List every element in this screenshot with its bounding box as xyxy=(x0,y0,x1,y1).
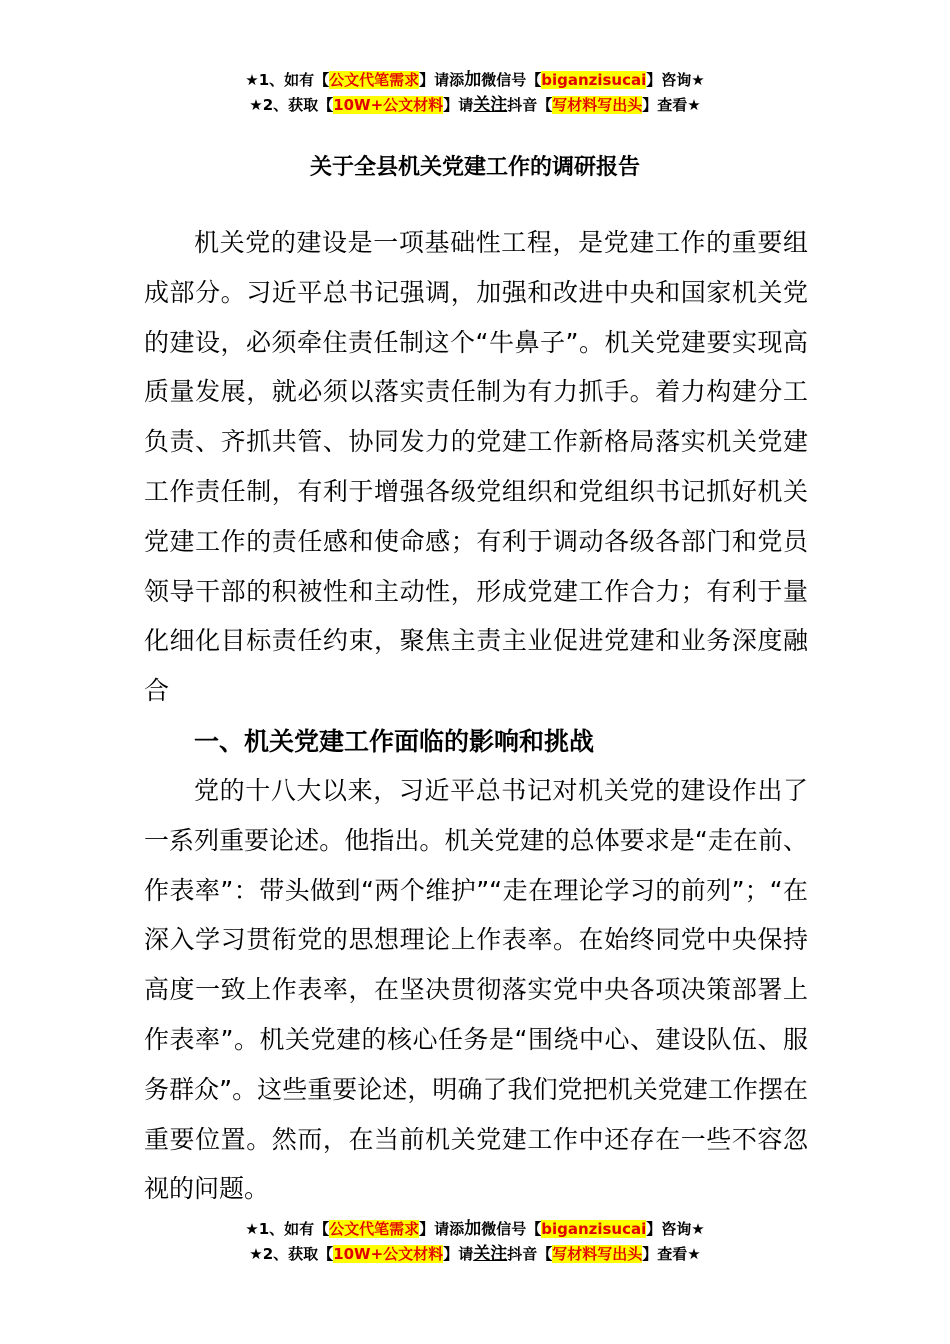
document-title: 关于全县机关党建工作的调研报告 xyxy=(309,155,640,180)
paragraph-section-1: 党的十八大以来，习近平总书记对机关党的建设作出了一系列重要论述。他指出。机关党建的总体要求是“走在前、作表率”：带头做到“两个维护”“走在理论学习的前列”；“在深入学习贯衔党的思想理论上作表率。在始终同党中央保持高度一致上作表率，在坚决贯彻落实党中央各项决策部署上作表率”。机关党建的核心任务是“围绕中心、建设队伍、服务群众”。这些重要论述，明确了我们党把机关党建工作摆在重要位置。然而，在当前机关党建工作中还存在一些不容忽视的问题。 xyxy=(144,776,808,1204)
banner-highlight-wechat-id: biganzisucai xyxy=(541,1220,647,1238)
banner-highlight: 10W+公文材料 xyxy=(333,96,444,114)
banner-line-2 xyxy=(0,1242,950,1267)
banner-text: 加 xyxy=(464,1219,482,1239)
banner-text: 】请 xyxy=(443,96,474,114)
banner-highlight: 10W+公文材料 xyxy=(333,1245,444,1263)
banner-text: ★2、获取【 xyxy=(249,1245,334,1263)
banner-text: 】请添 xyxy=(419,1220,465,1238)
banner-text: 关注 xyxy=(473,95,508,115)
bottom-banner xyxy=(0,1217,950,1267)
section-heading-1: 一、机关党建工作面临的影响和挑战 xyxy=(194,727,595,756)
banner-text: 微信号【 xyxy=(481,71,542,89)
banner-text: 抖音【 xyxy=(507,1245,553,1263)
banner-line-1 xyxy=(0,1217,950,1242)
banner-highlight-wechat-id: biganzisucai xyxy=(541,71,647,89)
banner-highlight-douyin: 写材料写出头 xyxy=(552,1245,643,1263)
banner-text: 抖音【 xyxy=(507,96,553,114)
banner-text: 】请 xyxy=(443,1245,474,1263)
paragraph-intro: 机关党的建设是一项基础性工程，是党建工作的重要组成部分。习近平总书记强调，加强和改进中央和国家机关党的建设，必须牵住责任制这个“牛鼻子”。机关党建要实现高质量发展，就必须以落实责任制为有力抓手。着力构建分工负责、齐抓共管、协同发力的党建工作新格局落实机关党建工作责任制，有利于增强各级党组织和党组织书记抓好机关党建工作的责任感和使命感；有利于调动各级各部门和党员领导干部的积被性和主动性，形成党建工作合力；有利于量化细化目标责任约束，聚焦主责主业促进党建和业务深度融合 xyxy=(144,228,808,706)
banner-text: 】查看★ xyxy=(642,96,701,114)
banner-line-1 xyxy=(0,68,950,93)
banner-highlight: 公文代笔需求 xyxy=(329,1220,420,1238)
banner-highlight-douyin: 写材料写出头 xyxy=(552,96,643,114)
banner-text: 】咨询★ xyxy=(646,1220,705,1238)
banner-line-2 xyxy=(0,93,950,118)
top-banner xyxy=(0,68,950,118)
banner-text: 】请添 xyxy=(419,71,465,89)
banner-text: ★1、如有【 xyxy=(245,1220,330,1238)
banner-highlight: 公文代笔需求 xyxy=(329,71,420,89)
banner-text: 加 xyxy=(464,70,482,90)
banner-text: 微信号【 xyxy=(481,1220,542,1238)
banner-text: ★2、获取【 xyxy=(249,96,334,114)
banner-text: ★1、如有【 xyxy=(245,71,330,89)
banner-text: 关注 xyxy=(473,1244,508,1264)
banner-text: 】查看★ xyxy=(642,1245,701,1263)
banner-text: 】咨询★ xyxy=(646,71,705,89)
